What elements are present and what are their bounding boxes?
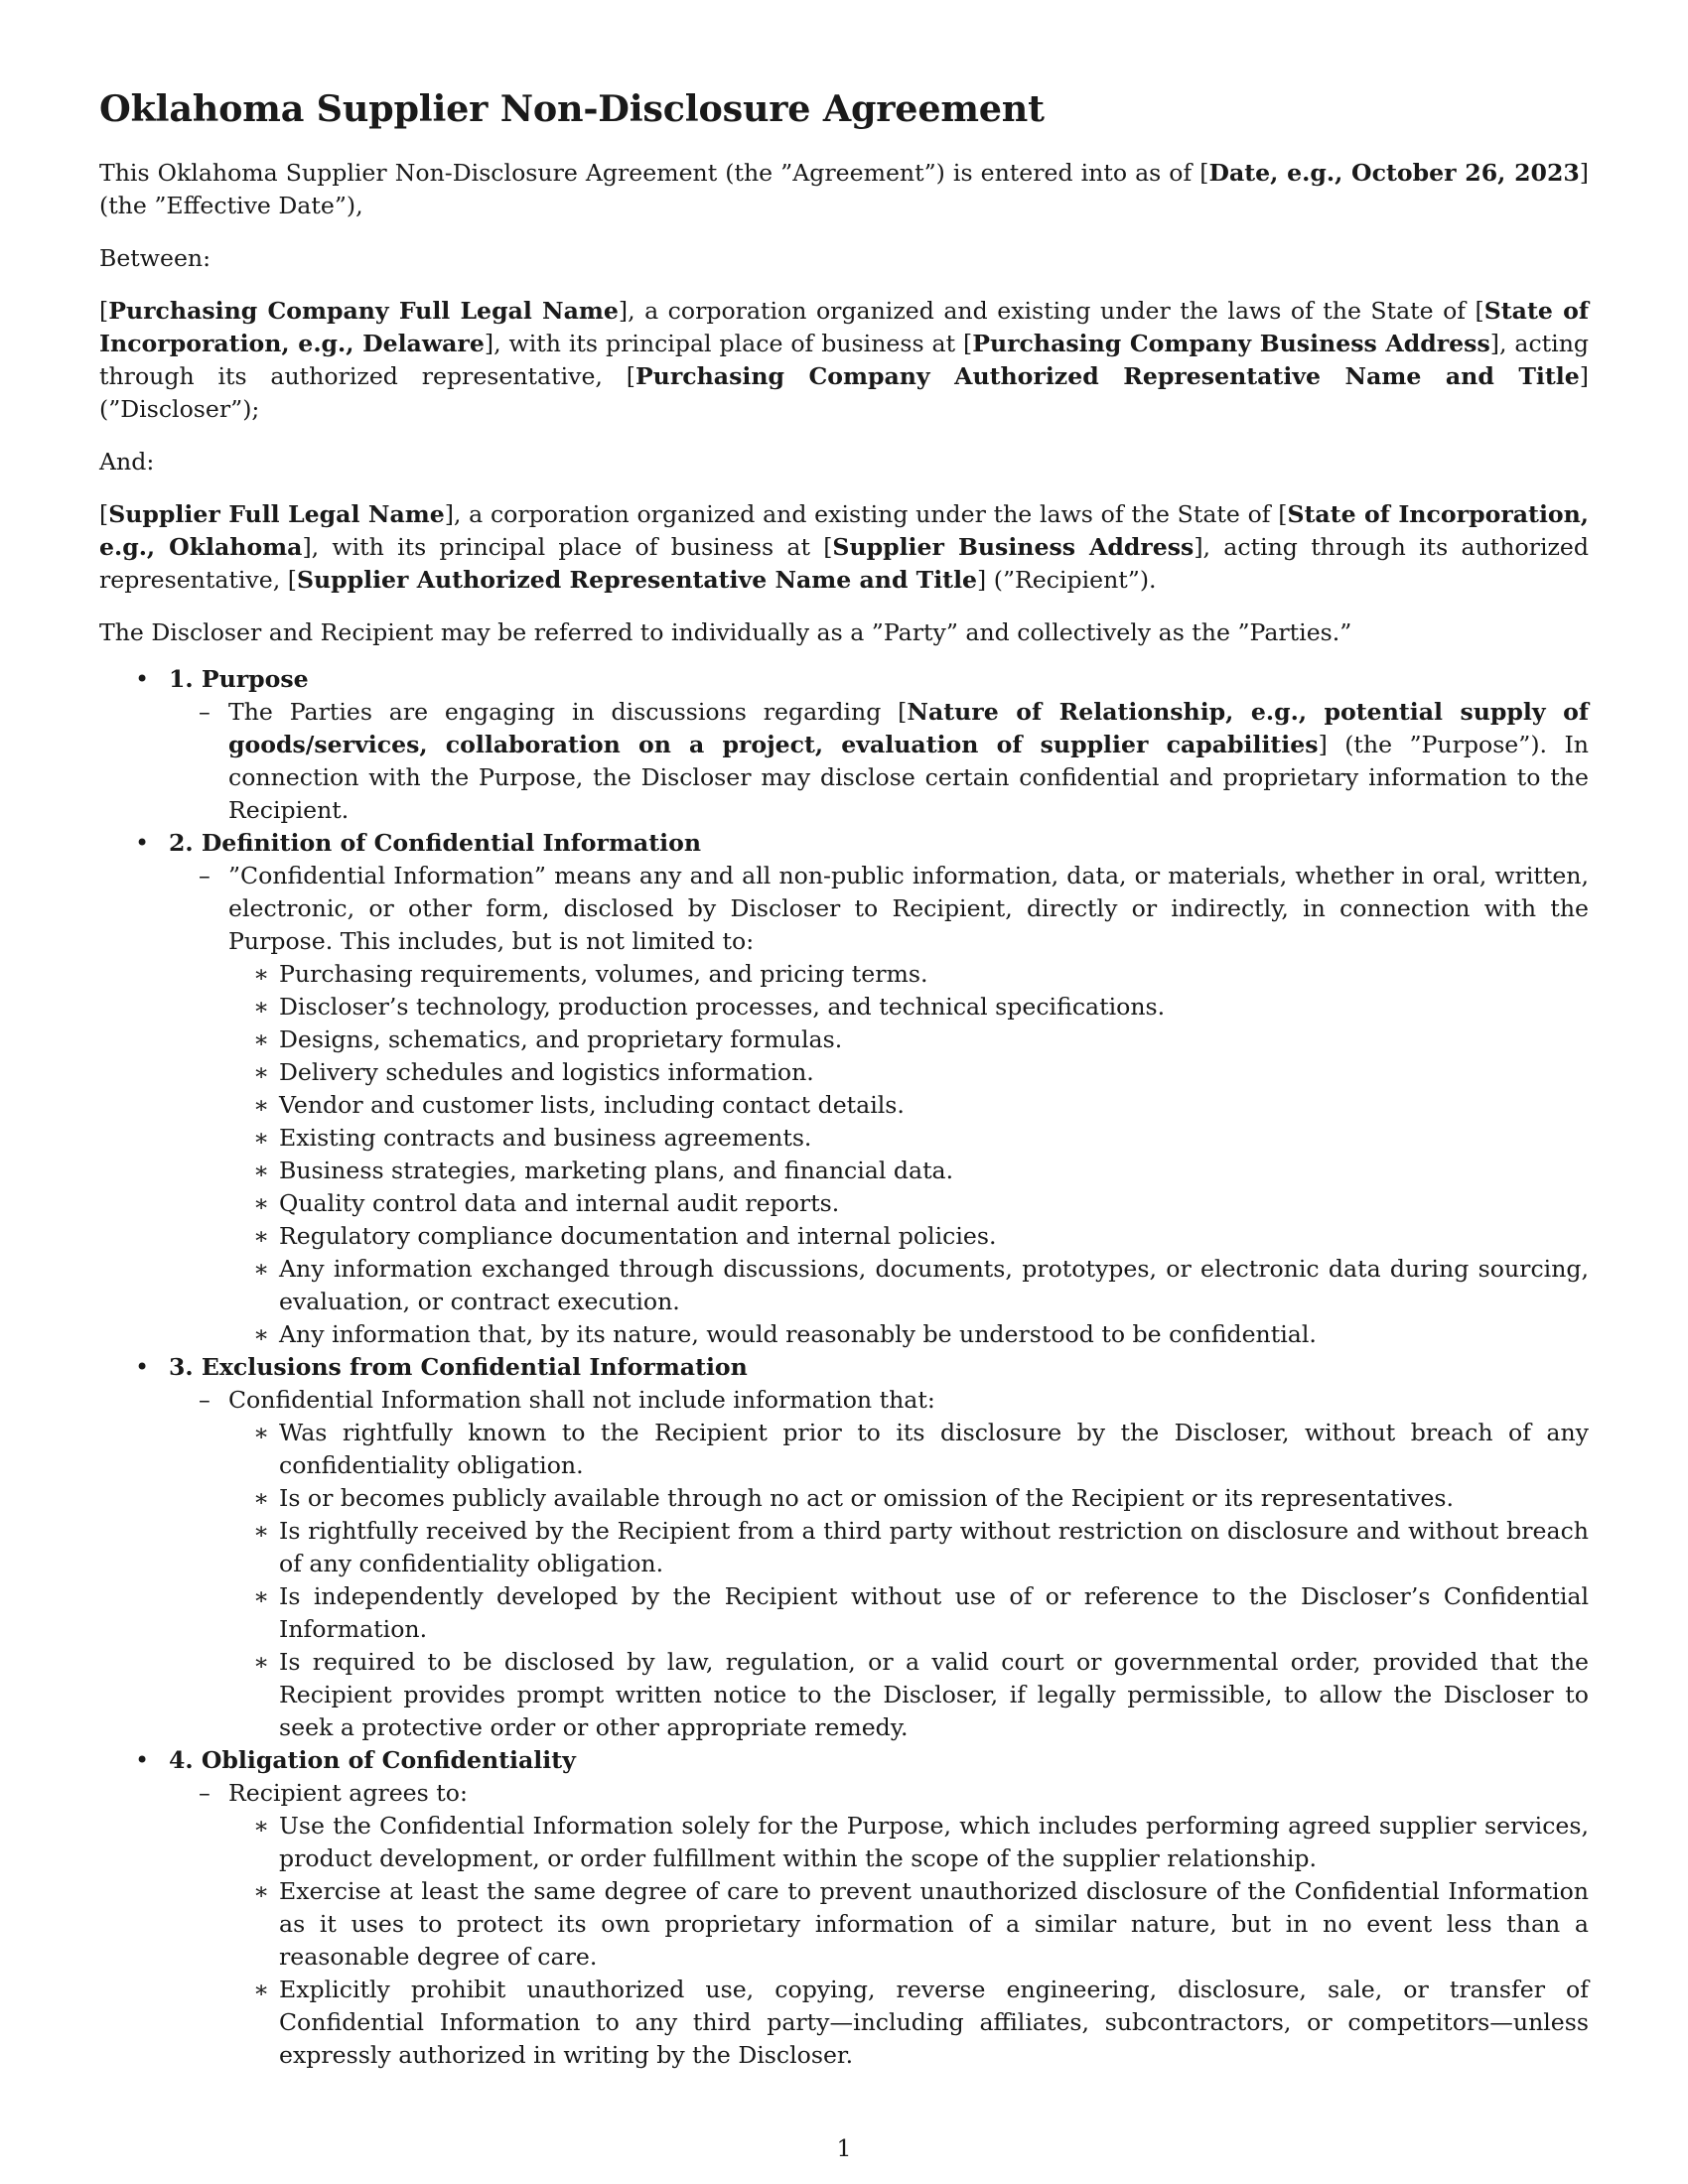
section-body <box>169 696 1589 827</box>
section-title: 2. Definition of Confidential Information <box>169 828 701 857</box>
definition-lead: ”Confidential Information” means any and all non-public information, data, or materials, whether in oral, written, electronic, or other form, disclosed by Discloser to Recipient, directly or indirectly, in connection with the Purpose. This includes, but is not limited to: <box>228 861 1589 955</box>
list-item: ∗ Was rightfully known to the Recipient prior to its disclosure by the Discloser, without breach of any confidentiality obligation. <box>228 1417 1589 1482</box>
page-number: 1 <box>836 2134 852 2162</box>
section-purpose <box>99 663 1589 827</box>
document-page <box>99 87 1589 2072</box>
section-title: 1. Purpose <box>169 664 309 693</box>
recipient-rep-placeholder: Supplier Authorized Representative Name and Title <box>296 565 978 594</box>
document-title: Oklahoma Supplier Non-Disclosure Agreement <box>99 87 1045 130</box>
list-item: ∗ Quality control data and internal audit reports. <box>228 1187 1589 1220</box>
list-item: ∗ Regulatory compliance documentation and internal policies. <box>228 1220 1589 1253</box>
parties-paragraph: The Discloser and Recipient may be referred to individually as a ”Party” and collectively as the ”Parties.” <box>99 617 1352 646</box>
purpose-clause <box>169 696 1589 827</box>
list-item: ∗ Exercise at least the same degree of care to prevent unauthorized disclosure of the Confidential Information as it uses to protect its own proprietary information of a similar nature, but in no event less than a reasonable degree of care. <box>228 1875 1589 1974</box>
intro-paragraph <box>99 157 1589 222</box>
list-item: ∗ Is rightfully received by the Recipient from a third party without restriction on disclosure and without breach of any confidentiality obligation. <box>228 1515 1589 1580</box>
list-item: ∗ Purchasing requirements, volumes, and pricing terms. <box>228 958 1589 991</box>
list-item: ∗ Delivery schedules and logistics information. <box>228 1056 1589 1089</box>
recipient-state-placeholder: State of Incorporation, e.g., Oklahoma <box>99 499 1590 561</box>
obligation-clause <box>169 1777 1589 2072</box>
purpose-text: The Parties are engaging in discussions regarding [ <box>228 697 908 726</box>
relationship-placeholder: Nature of Relationship, e.g., potential supply of goods/services, collaboration on a project, evaluation of supplier capabilities <box>228 697 1589 758</box>
list-item: ∗ Is independently developed by the Recipient without use of or reference to the Discloser’s Confidential Information. <box>228 1580 1589 1646</box>
obligation-lead: Recipient agrees to: <box>228 1778 468 1807</box>
discloser-text: ], with its principal place of business at [ <box>484 329 973 357</box>
list-item: ∗ Use the Confidential Information solely for the Purpose, which includes performing agreed supplier services, product development, or order fulfillment within the scope of the supplier relationship. <box>228 1810 1589 1875</box>
recipient-address-placeholder: Supplier Business Address <box>832 532 1195 561</box>
discloser-text: ] (”Discloser”); <box>99 361 1589 423</box>
list-item: ∗ Any information that, by its nature, would reasonably be understood to be confidential. <box>228 1318 1589 1351</box>
definition-items <box>228 958 1589 1351</box>
recipient-text: ], acting through its authorized representative, [ <box>99 532 1589 594</box>
discloser-text: ], acting through its authorized representative, [ <box>99 329 1590 390</box>
list-item: ∗ Any information exchanged through discussions, documents, prototypes, or electronic data during sourcing, evaluation, or contract execution. <box>228 1253 1589 1318</box>
exclusions-lead: Confidential Information shall not include information that: <box>228 1385 935 1414</box>
recipient-text: ] (”Recipient”). <box>977 565 1157 594</box>
discloser-state-placeholder: State of Incorporation, e.g., Delaware <box>99 296 1589 357</box>
discloser-paragraph: [Purchasing Company Full Legal Name], a corporation organized and existing under the laws of the State of [State of Incorporation, e.g., Delaware], with its principal place of business at [Purchasing Company Business Address], acting through its authorized representative, [Purchasing Company Authorized Representative Name and Title] (”Discloser”); <box>99 296 1590 423</box>
exclusions-clause <box>169 1384 1589 1744</box>
list-item: ∗ Existing contracts and business agreements. <box>228 1122 1589 1155</box>
section-body <box>169 860 1589 1351</box>
discloser-address-placeholder: Purchasing Company Business Address <box>972 329 1490 357</box>
intro-text: This Oklahoma Supplier Non-Disclosure Agreement (the ”Agreement”) is entered into as of [ <box>99 158 1209 187</box>
effective-date-placeholder: Date, e.g., October 26, 2023 <box>1208 158 1580 187</box>
discloser-text: ], a corporation organized and existing under the laws of the State of [ <box>618 296 1484 325</box>
list-item: ∗ Is required to be disclosed by law, regulation, or a valid court or governmental order, provided that the Recipient provides prompt written notice to the Discloser, if legally permissible, to allow the Discloser to seek a protective order or other appropriate remedy. <box>228 1646 1589 1744</box>
section-obligation <box>99 1744 1589 2072</box>
obligation-items <box>228 1810 1589 2072</box>
and-label: And: <box>99 447 155 476</box>
discloser-name-placeholder: Purchasing Company Full Legal Name <box>108 296 619 325</box>
intro-text-end: ] (the ”Effective Date”), <box>99 158 1589 219</box>
section-body <box>169 1777 1589 2072</box>
sections-list <box>99 663 1589 2072</box>
definition-clause <box>169 860 1589 1351</box>
list-item: ∗ Designs, schematics, and proprietary formulas. <box>228 1024 1589 1056</box>
section-title: 3. Exclusions from Confidential Information <box>169 1352 748 1381</box>
list-item: ∗ Is or becomes publicly available through no act or omission of the Recipient or its representatives. <box>228 1482 1589 1515</box>
discloser-rep-placeholder: Purchasing Company Authorized Representative Name and Title <box>634 361 1580 390</box>
list-item: ∗ Explicitly prohibit unauthorized use, copying, reverse engineering, disclosure, sale, or transfer of Confidential Information to any third party—including affiliates, subcontractors, or competitors—unless expressly authorized in writing by the Discloser. <box>228 1974 1589 2072</box>
list-item: ∗ Business strategies, marketing plans, and financial data. <box>228 1155 1589 1187</box>
purpose-text-end: ] (the ”Purpose”). In connection with the Purpose, the Discloser may disclose certain confidential and proprietary information to the Recipient. <box>228 730 1589 824</box>
recipient-text: ], a corporation organized and existing under the laws of the State of [ <box>444 499 1288 528</box>
section-exclusions <box>99 1351 1589 1744</box>
section-title: 4. Obligation of Confidentiality <box>169 1745 576 1774</box>
recipient-name-placeholder: Supplier Full Legal Name <box>108 499 445 528</box>
recipient-paragraph: [Supplier Full Legal Name], a corporation organized and existing under the laws of the State of [State of Incorporation, e.g., Oklahoma], with its principal place of business at [Supplier Business Address], acting through its authorized representative, [Supplier Authorized Representative Name and Title] (”Recipient”). <box>99 499 1590 594</box>
section-body <box>169 1384 1589 1744</box>
recipient-text: ], with its principal place of business at [ <box>302 532 833 561</box>
between-label: Between: <box>99 243 211 272</box>
exclusion-items <box>228 1417 1589 1744</box>
list-item: ∗ Discloser’s technology, production processes, and technical specifications. <box>228 991 1589 1024</box>
section-definition <box>99 827 1589 1351</box>
list-item: ∗ Vendor and customer lists, including contact details. <box>228 1089 1589 1122</box>
